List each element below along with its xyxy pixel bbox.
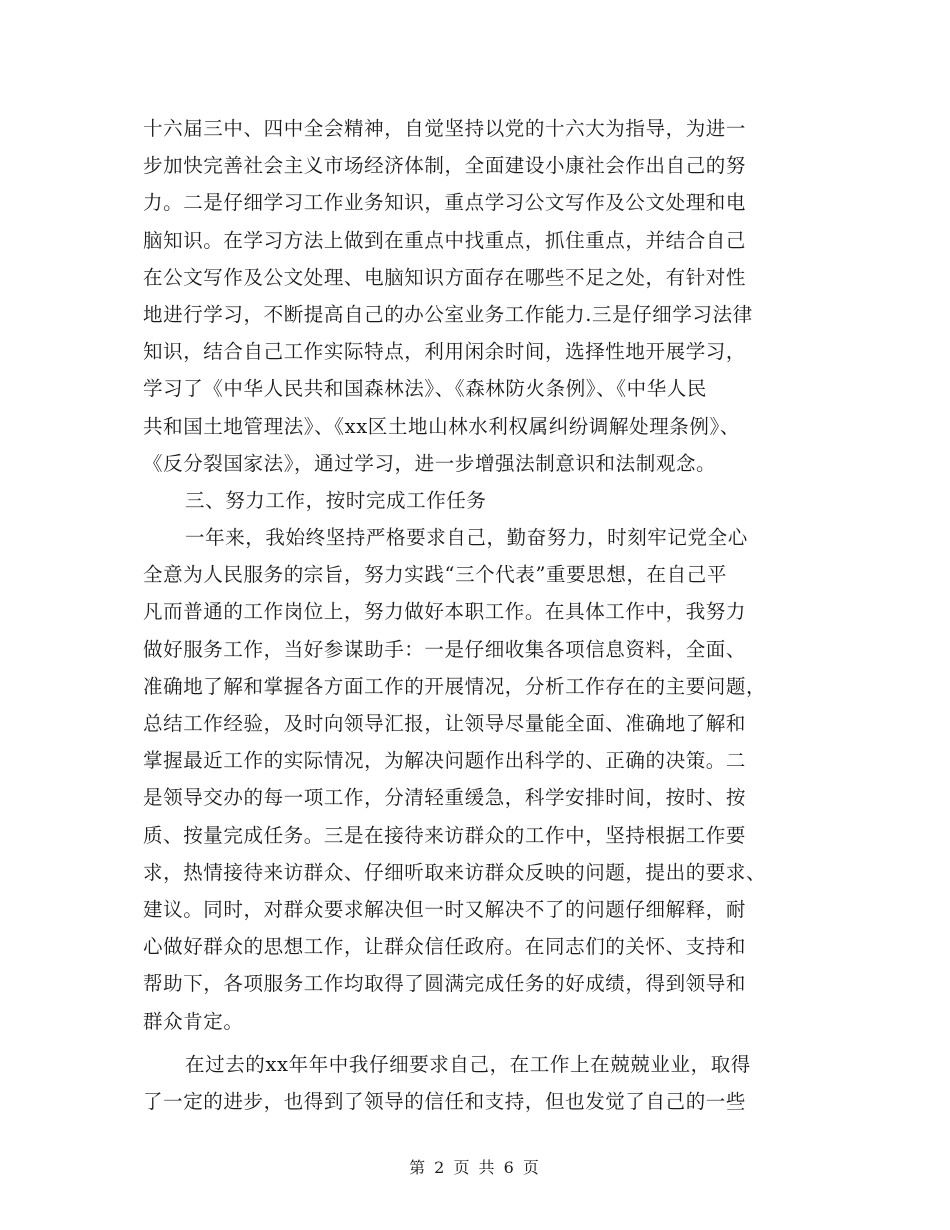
text-line: 群众肯定。 <box>143 1009 244 1033</box>
text-line: 在过去的xx年年中我仔细要求自己，在工作上在兢兢业业，取得 <box>185 1052 751 1076</box>
text-line: 心做好群众的思想工作，让群众信任政府。在同志们的关怀、支持和 <box>143 935 747 959</box>
text-line: 全意为人民服务的宗旨，努力实践“三个代表”重要思想，在自己平 <box>143 563 727 587</box>
text-line: 帮助下，各项服务工作均取得了圆满完成任务的好成绩，得到领导和 <box>143 972 747 996</box>
text-line: 掌握最近工作的实际情况，为解决问题作出科学的、正确的决策。二 <box>143 749 747 773</box>
text-line: 学习了《中华人民共和国森林法》、《森林防火条例》、《中华人民 <box>143 377 708 401</box>
text-line: 凡而普通的工作岗位上，努力做好本职工作。在具体工作中，我努力 <box>143 600 747 624</box>
text-line: 知识，结合自己工作实际特点，利用闲余时间，选择性地开展学习， <box>143 340 747 364</box>
text-line: 是领导交办的每一项工作，分清轻重缓急，科学安排时间，按时、按 <box>143 786 747 810</box>
text-line: 三、努力工作，按时完成工作任务 <box>185 488 487 512</box>
text-line: 总结工作经验，及时向领导汇报，让领导尽量能全面、准确地了解和 <box>143 712 747 735</box>
text-line: 《反分裂国家法》，通过学习，进一步增强法制意识和法制观念。 <box>143 451 717 475</box>
document-body <box>143 110 813 1120</box>
page-footer: 第 2 页 共 6 页 <box>409 1158 541 1177</box>
text-line: 力。二是仔细学习工作业务知识，重点学习公文写作及公文处理和电 <box>143 191 747 215</box>
text-line: 做好服务工作，当好参谋助手：一是仔细收集各项信息资料，全面、 <box>143 637 747 661</box>
text-line: 步加快完善社会主义市场经济体制，全面建设小康社会作出自己的努 <box>143 154 747 178</box>
text-line: 脑知识。在学习方法上做到在重点中找重点，抓住重点，并结合自己 <box>143 228 747 252</box>
text-line: 建议。同时，对群众要求解决但一时又解决不了的问题仔细解释，耐 <box>143 897 747 921</box>
text-line: 地进行学习，不断提高自己的办公室业务工作能力.三是仔细学习法律 <box>143 302 753 326</box>
text-line: 一年来，我始终坚持严格要求自己，勤奋努力，时刻牢记党全心 <box>185 526 748 550</box>
text-line: 十六届三中、四中全会精神，自觉坚持以党的十六大为指导，为进一 <box>143 117 747 140</box>
text-line: 质、按量完成任务。三是在接待来访群众的工作中，坚持根据工作要 <box>143 823 747 847</box>
text-line: 准确地了解和掌握各方面工作的开展情况，分析工作存在的主要问题， <box>143 674 767 698</box>
text-line: 共和国土地管理法》、《xx区土地山林水利权属纠纷调解处理条例》、 <box>143 414 740 438</box>
text-line: 在公文写作及公文处理、电脑知识方面存在哪些不足之处，有针对性 <box>143 265 747 289</box>
text-line: 求，热情接待来访群众、仔细听取来访群众反映的问题，提出的要求、 <box>143 860 767 884</box>
text-line: 了一定的进步，也得到了领导的信任和支持，但也发觉了自己的一些 <box>143 1089 747 1113</box>
